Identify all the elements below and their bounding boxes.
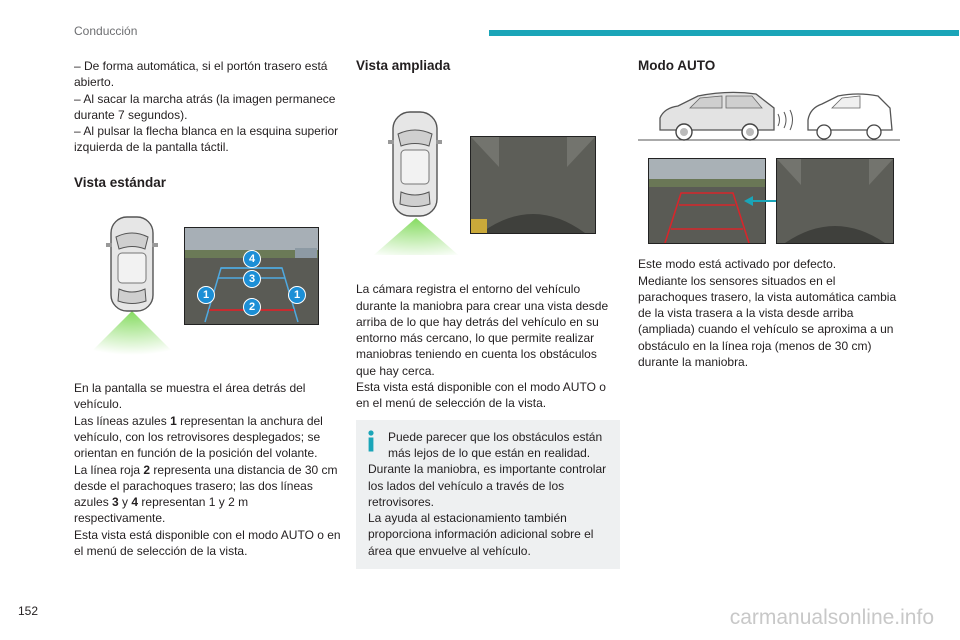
note-line-2: Durante la maniobra, es importante controlar los lados del vehículo a través de los retrovisores.	[368, 462, 607, 509]
info-note-box	[356, 420, 620, 569]
marker-2: 2	[243, 298, 261, 316]
standard-body-4: Esta vista está disponible con el modo AUTO o en el menú de selección de la vista.	[74, 527, 341, 559]
car-side-view-icon	[638, 86, 900, 146]
marker-4: 4	[243, 250, 261, 268]
auto-mode-title: Modo AUTO	[638, 58, 716, 73]
expanded-body-2: Esta vista está disponible con el modo AUTO o en el menú de selección de la vista.	[356, 380, 606, 411]
expanded-view-figure	[356, 90, 620, 255]
column-3	[638, 58, 900, 370]
standard-camera-image	[184, 227, 319, 325]
auto-body-1: Este modo está activado por defecto.	[638, 257, 837, 272]
standard-body-2: Las líneas azules 1 representan la anchura del vehículo, con los retrovisores desplegados; se orientan en función de la posición del volante.	[74, 413, 323, 461]
standard-view-figure	[74, 205, 342, 365]
expanded-camera-image	[470, 136, 596, 234]
auto-mode-camera-figure	[638, 158, 900, 246]
auto-body-2: Mediante los sensores situados en el parachoques trasero, la vista automática cambia de la vista trasera a la vista desde arriba (ampliada) cuando el vehículo se aproxima a un obstáculo en la línea roja (menos de 30 cm) durante la maniobra.	[638, 273, 897, 370]
marker-1-right: 1	[288, 286, 306, 304]
expanded-view-title: Vista ampliada	[356, 58, 451, 73]
watermark-text: carmanualsonline.info	[729, 606, 934, 629]
auto-mode-side-figure	[638, 86, 900, 146]
note-line-3: La ayuda al estacionamiento también proporciona información adicional sobre el área que envuelve al vehículo.	[368, 511, 594, 558]
intro-item-2: – Al sacar la marcha atrás (la imagen permanece durante 7 segundos).	[74, 91, 336, 122]
auto-top-camera-image	[776, 158, 894, 244]
standard-body-3: La línea roja 2 representa una distancia de 30 cm desde el parachoques trasero; las dos líneas azules 3 y 4 representan 1 y 2 m respectivamente.	[74, 462, 338, 526]
column-2	[356, 58, 620, 569]
info-icon	[366, 430, 376, 452]
car-top-view-icon	[74, 205, 184, 365]
standard-body-1: En la pantalla se muestra el área detrás del vehículo.	[74, 381, 306, 412]
note-line-1: Puede parecer que los obstáculos están más lejos de lo que están en realidad.	[388, 429, 603, 460]
intro-item-3: – Al pulsar la flecha blanca en la esquina superior izquierda de la pantalla táctil.	[74, 124, 339, 155]
expanded-body: La cámara registra el entorno del vehículo durante la maniobra para crear una vista desde arriba de lo que hay detrás del vehículo en su entorno más cercano, lo que permite realizar maniobras teniendo en cuenta los obstáculos que hay cerca.	[356, 282, 609, 378]
section-title: Conducción	[74, 24, 138, 38]
marker-3: 3	[243, 270, 261, 288]
page-number: 152	[18, 604, 39, 618]
header-accent-bar	[489, 30, 959, 36]
column-1	[74, 58, 342, 559]
standard-view-title: Vista estándar	[74, 174, 167, 190]
intro-item-1: – De forma automática, si el portón trasero está abierto.	[74, 59, 328, 90]
marker-1-left: 1	[197, 286, 215, 304]
car-top-view-icon	[356, 90, 476, 255]
